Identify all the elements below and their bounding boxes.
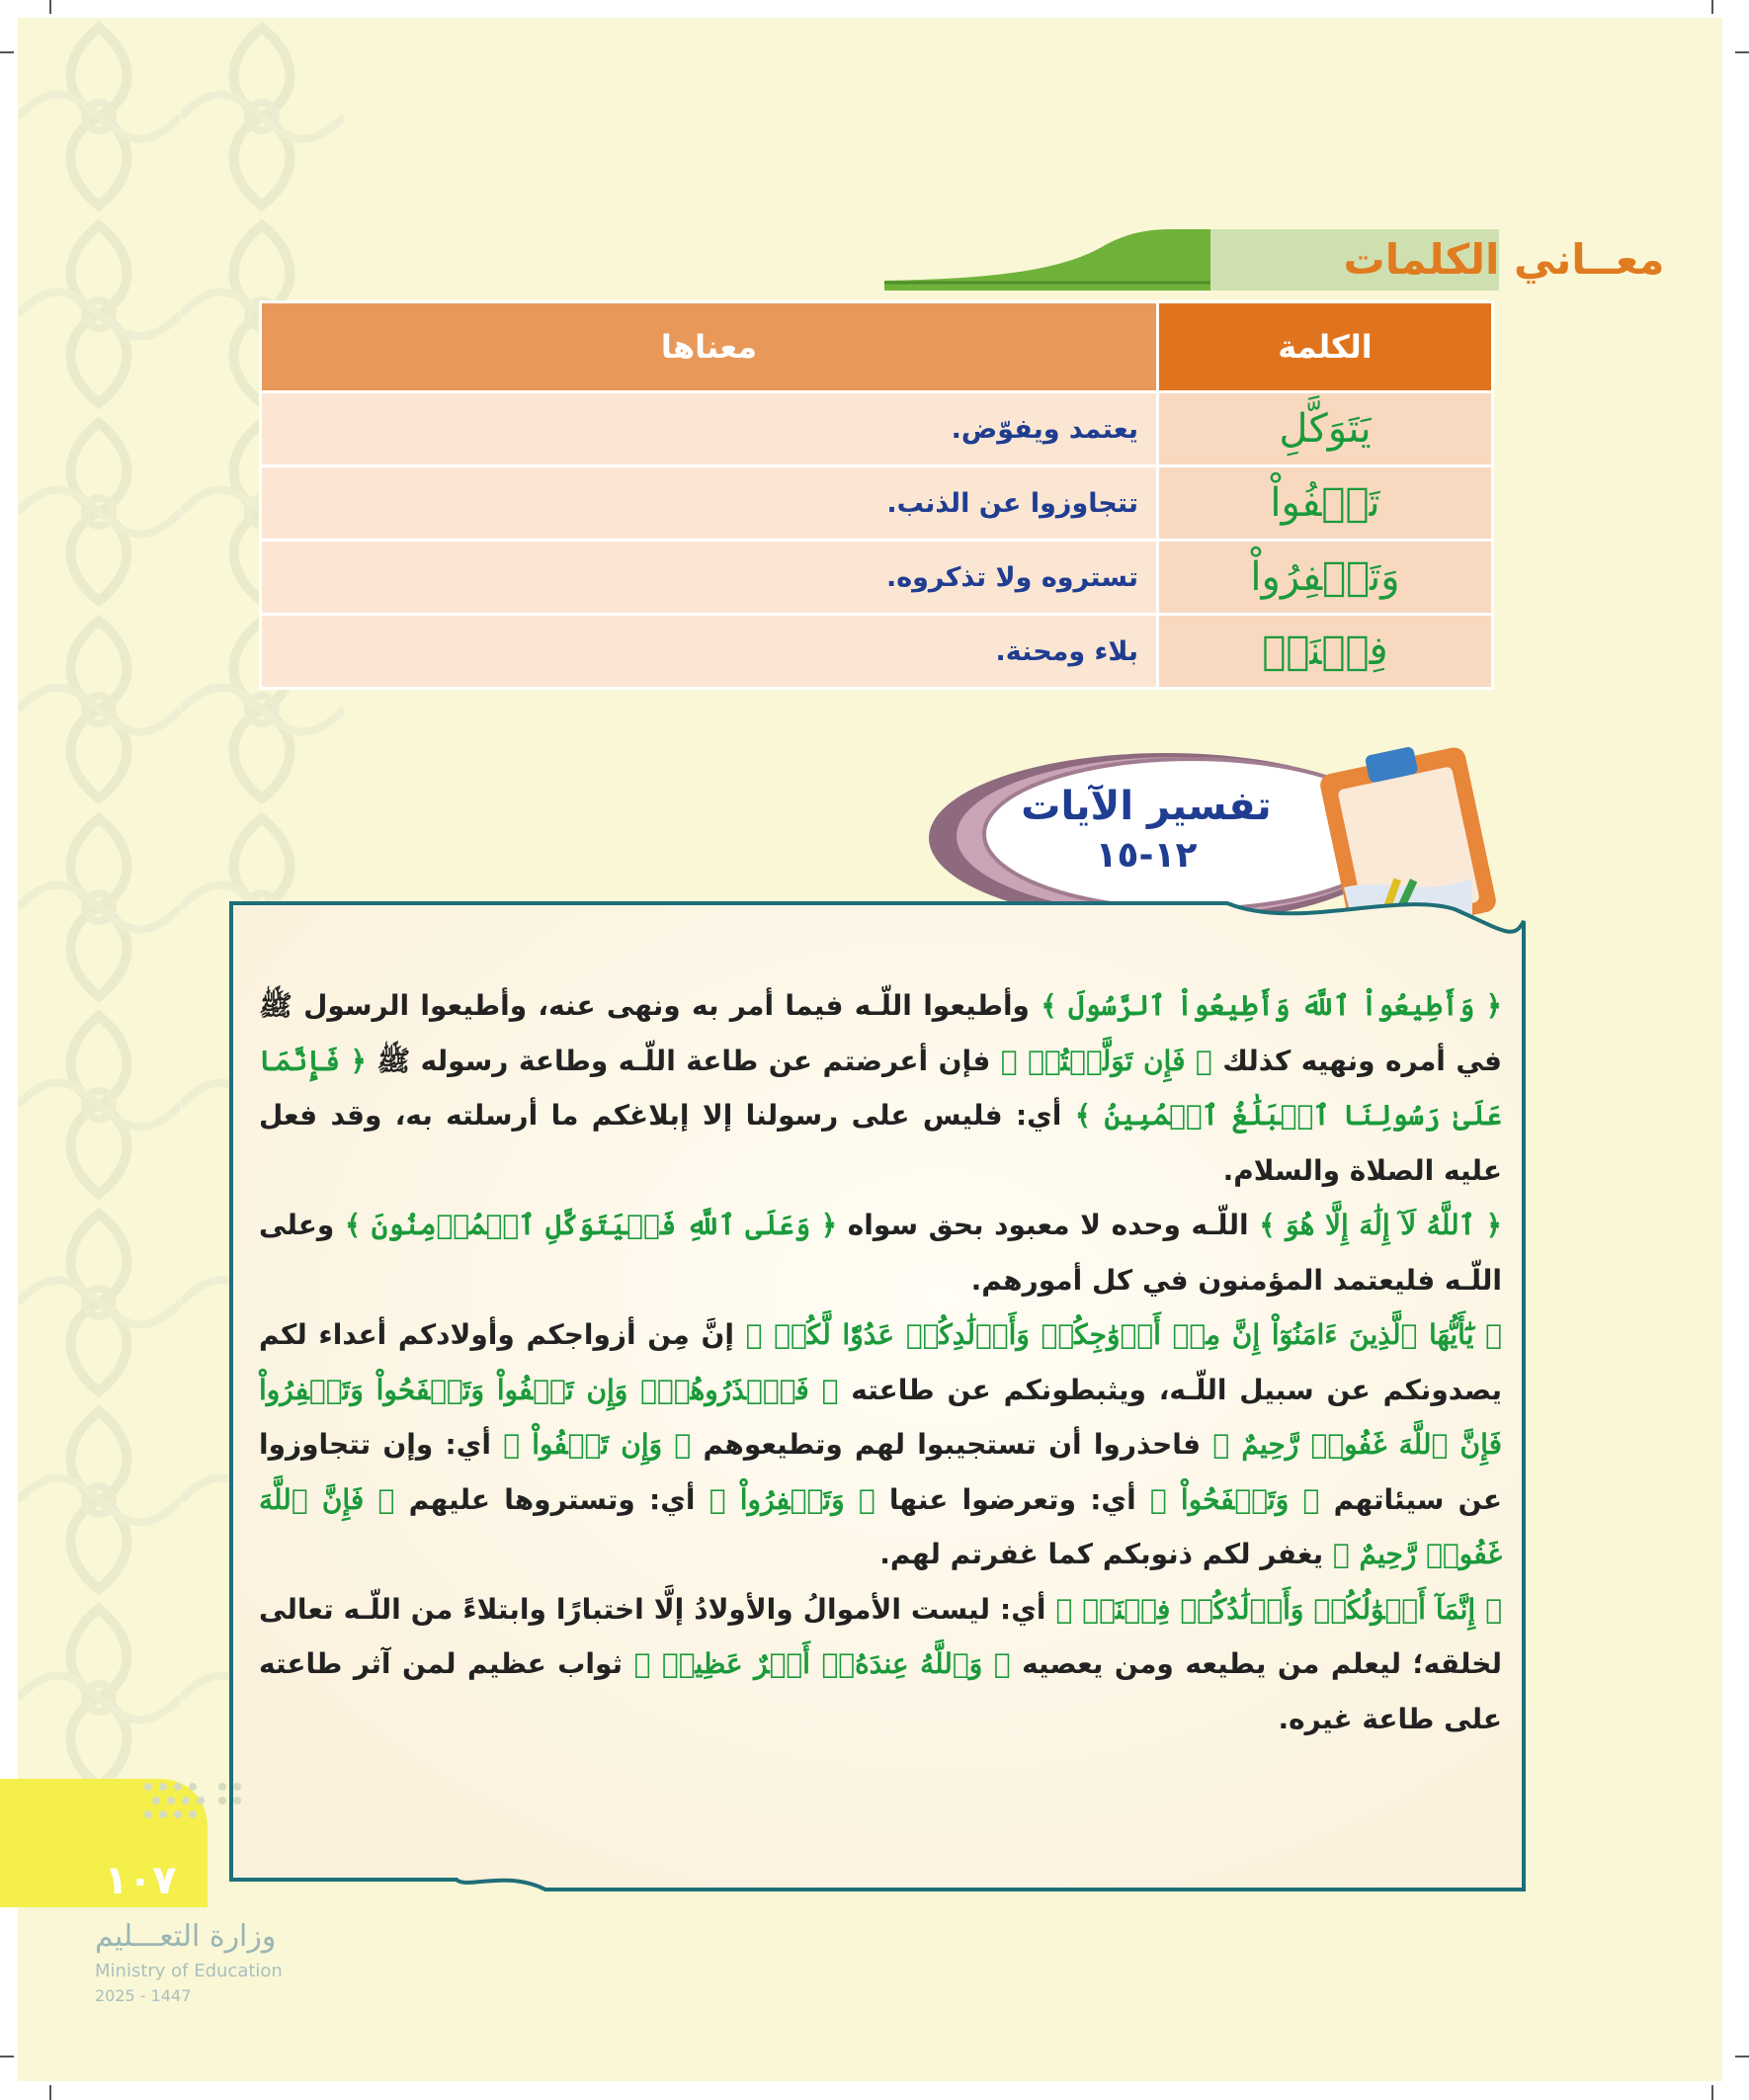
word-cell: وَتَغۡفِرُواْ: [1158, 541, 1493, 615]
page-number: ١٠٧: [104, 1858, 177, 1903]
explanation-text: أي: ليست الأموالُ والأولادُ إلَّا اختبارًا وابتلاءً من اللّـه تعالى لخلقه؛ ليعلم من يطيعه ومن يعصيه: [259, 1592, 1502, 1680]
explanation-text: ثواب عظيم لمن آثر طاعته على طاعة غيره.: [259, 1647, 1502, 1735]
explanation-text: أي: وتعرضوا عنها: [874, 1482, 1150, 1516]
explanation-text: اللّـه وحده لا معبود بحق سواه: [837, 1209, 1260, 1241]
tafsir-paragraph-2: [259, 1198, 1502, 1307]
table-header-row: [261, 302, 1493, 392]
vocabulary-table: [259, 300, 1494, 690]
quran-verse: ﴿ يَٰٓأَيُّهَا ٱلَّذِينَ ءَامَنُوٓاْ إِنَّ مِنۡ أَزۡوَٰجِكُمۡ وَأَوۡلَٰدِكُمۡ عَدُوّٗا لَّكُمۡ ﴾: [745, 1318, 1502, 1351]
explanation-text: فاحذروا أن تستجيبوا لهم وتطيعوهم: [691, 1428, 1213, 1461]
word-cell: يَتَوَكَّلِ: [1158, 392, 1493, 466]
section-title: معــاني الكلمات: [1343, 235, 1665, 284]
quran-verse: ﴿ وَتَغۡفِرُواْ ﴾: [708, 1482, 875, 1516]
meaning-cell: تستروه ولا تذكروه.: [261, 541, 1158, 615]
table-row: [261, 541, 1493, 615]
tafsir-paragraph-4: [259, 1582, 1502, 1747]
banner-text: [978, 781, 1314, 880]
header-word: الكلمة: [1158, 302, 1493, 392]
table-row: [261, 615, 1493, 689]
explanation-text: يغفر لكم ذنوبكم كما غفرتم لهم.: [879, 1538, 1333, 1570]
explanation-text: إنَّ مِن أزواجكم وأولادكم أعداء لكم يصدونكم عن سبيل اللّـه، ويثبطونكم عن طاعته: [259, 1318, 1502, 1406]
banner-subtitle: ١٢-١٥: [1095, 835, 1198, 876]
quran-verse: ﴿ إِنَّمَآ أَمۡوَٰلُكُمۡ وَأَوۡلَٰدُكُمۡ فِتۡنَةٞ ﴾: [1055, 1592, 1502, 1626]
table-row: [261, 392, 1493, 466]
explanation-text: أي: فليس على رسولنا إلا إبلاغكم ما أرسلته به، وقد فعل عليه الصلاة والسلام.: [259, 1099, 1502, 1187]
meaning-cell: يعتمد ويفوّض.: [261, 392, 1158, 466]
meaning-cell: بلاء ومحنة.: [261, 615, 1158, 689]
explanation-text: أي: وتستروها عليهم: [394, 1482, 709, 1516]
explanation-text: أي: وإن تتجاوزوا عن سيئاتهم: [259, 1428, 1502, 1516]
banner-title: تفسير الآيات: [1021, 784, 1272, 829]
quran-verse: ﴿ فَٱحۡذَرُوهُمۡۚ وَإِن تَعۡفُواْ وَتَصۡفَحُواْ وَتَغۡفِرُواْ فَإِنَّ ٱللَّهَ غَفُورٞ رَّحِيمٌ ﴾: [259, 1373, 1502, 1461]
quran-verse: ﴿ فَإِنَّ ٱللَّهَ غَفُورٞ رَّحِيمٌ ﴾: [259, 1482, 1502, 1570]
quran-verse: ﴿ فَإِن تَوَلَّيۡتُمۡ ﴾: [1000, 1044, 1212, 1077]
quran-verse: ﴿ ٱللَّهُ لَآ إِلَٰهَ إِلَّا هُوَ ﴾: [1259, 1209, 1503, 1241]
word-cell: تَعۡفُواْ: [1158, 466, 1493, 541]
meaning-cell: تتجاوزوا عن الذنب.: [261, 466, 1158, 541]
quran-verse: ﴿ وَعَلَى ٱللَّهِ فَلۡيَتَوَكَّلِ ٱلۡمُؤۡمِنُونَ ﴾: [344, 1209, 838, 1241]
quran-verse: ﴿ وَٱللَّهُ عِندَهُۥٓ أَجۡرٌ عَظِيمٞ ﴾: [633, 1647, 1011, 1680]
ministry-logo-english: Ministry of Education: [95, 1961, 283, 1981]
tafsir-paragraph-3: [259, 1307, 1502, 1582]
word-cell: فِتۡنَةٞ: [1158, 615, 1493, 689]
explanation-text: وأطيعوا اللّـه فيما أمر به ونهى عنه، وأطيعوا الرسول ﷺ في أمره ونهيه كذلك: [259, 989, 1503, 1077]
header-meaning: معناها: [261, 302, 1158, 392]
tafsir-paragraph-1: [259, 978, 1502, 1198]
quran-verse: ﴿ فَإِنَّمَا عَلَىٰ رَسُولِنَا ٱلۡبَلَٰغُ ٱلۡمُبِينُ ﴾: [259, 1044, 1503, 1132]
quran-verse: ﴿ وَتَصۡفَحُواْ ﴾: [1149, 1482, 1320, 1516]
table-row: [261, 466, 1493, 541]
quran-verse: ﴿ وَأَطِيعُواْ ٱللَّهَ وَأَطِيعُواْ ٱلرَّسُولَ ﴾: [1041, 989, 1502, 1022]
quran-verse: ﴿ وَإِن تَعۡفُواْ ﴾: [503, 1428, 692, 1461]
ministry-logo-year: 2025 - 1447: [95, 1986, 192, 2005]
explanation-text: فإن أعرضتم عن طاعة اللّـه وطاعة رسوله ﷺ: [366, 1044, 1001, 1077]
tafsir-text: [259, 978, 1502, 1746]
ministry-logo-arabic: وزارة التعـــليم: [95, 1919, 277, 1954]
explanation-text: وعلى اللّـه فليعتمد المؤمنون في كل أمورهم.: [259, 1209, 1502, 1297]
